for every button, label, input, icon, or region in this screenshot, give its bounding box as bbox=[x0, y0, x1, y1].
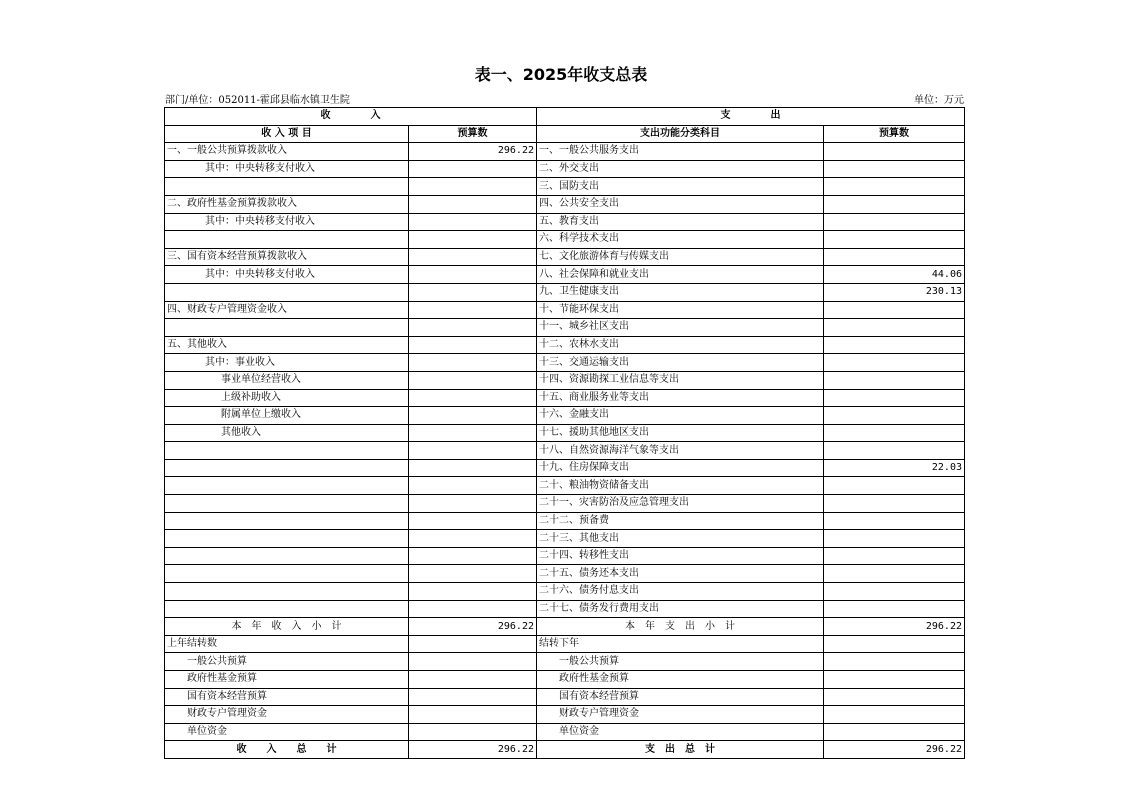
expense-item-cell: 二十七、债务发行费用支出 bbox=[537, 600, 824, 618]
expense-item-cell: 三、国防支出 bbox=[537, 178, 824, 196]
table-row bbox=[165, 424, 965, 442]
table-row bbox=[165, 283, 965, 301]
expense-item-cell: 十三、交通运输支出 bbox=[537, 354, 824, 372]
income-value-cell bbox=[409, 495, 537, 513]
table-row bbox=[165, 671, 965, 689]
table-row bbox=[165, 741, 965, 759]
expense-item-cell: 九、卫生健康支出 bbox=[537, 283, 824, 301]
expense-item-cell: 十八、自然资源海洋气象等支出 bbox=[537, 442, 824, 460]
expense-value-cell bbox=[824, 671, 965, 689]
expense-value-cell: 44.06 bbox=[824, 266, 965, 284]
table-row bbox=[165, 706, 965, 724]
table-header-row bbox=[165, 108, 965, 126]
income-value-cell bbox=[409, 319, 537, 337]
income-item-cell bbox=[165, 459, 409, 477]
income-value-cell bbox=[409, 653, 537, 671]
table-row bbox=[165, 477, 965, 495]
budget-table-body bbox=[165, 108, 965, 759]
income-value-cell bbox=[409, 583, 537, 601]
income-item-cell: 一、一般公共预算拨款收入 bbox=[165, 143, 409, 161]
income-item-cell bbox=[165, 442, 409, 460]
expense-item-cell: 本 年 支 出 小 计 bbox=[537, 618, 824, 636]
income-value-cell: 296.22 bbox=[409, 741, 537, 759]
table-row bbox=[165, 231, 965, 249]
expense-item-cell: 财政专户管理资金 bbox=[537, 706, 824, 724]
expense-budget-header: 预算数 bbox=[824, 125, 965, 143]
expense-value-cell bbox=[824, 530, 965, 548]
table-row bbox=[165, 213, 965, 231]
income-value-cell bbox=[409, 442, 537, 460]
income-item-cell: 收 入 总 计 bbox=[165, 741, 409, 759]
income-value-cell bbox=[409, 688, 537, 706]
income-item-header: 收 入 项 目 bbox=[165, 125, 409, 143]
income-budget-header: 预算数 bbox=[409, 125, 537, 143]
expense-value-cell bbox=[824, 407, 965, 425]
table-row bbox=[165, 495, 965, 513]
expense-value-cell bbox=[824, 583, 965, 601]
income-item-cell: 本 年 收 入 小 计 bbox=[165, 618, 409, 636]
income-item-cell bbox=[165, 283, 409, 301]
income-value-cell bbox=[409, 283, 537, 301]
expense-value-cell bbox=[824, 319, 965, 337]
income-item-cell bbox=[165, 495, 409, 513]
table-row bbox=[165, 389, 965, 407]
income-item-cell bbox=[165, 512, 409, 530]
expense-value-cell bbox=[824, 389, 965, 407]
expense-value-cell bbox=[824, 336, 965, 354]
expense-item-cell: 二十、粮油物资储备支出 bbox=[537, 477, 824, 495]
expense-value-cell bbox=[824, 354, 965, 372]
table-row bbox=[165, 442, 965, 460]
expense-value-cell bbox=[824, 213, 965, 231]
expense-item-cell: 十五、商业服务业等支出 bbox=[537, 389, 824, 407]
table-row bbox=[165, 723, 965, 741]
expense-item-cell: 结转下年 bbox=[537, 635, 824, 653]
expense-item-cell: 十、节能环保支出 bbox=[537, 301, 824, 319]
income-header: 收 入 bbox=[165, 108, 537, 126]
expense-item-cell: 五、教育支出 bbox=[537, 213, 824, 231]
income-value-cell bbox=[409, 354, 537, 372]
expense-item-cell: 二十二、预备费 bbox=[537, 512, 824, 530]
expense-value-cell bbox=[824, 231, 965, 249]
expense-item-cell: 二十四、转移性支出 bbox=[537, 547, 824, 565]
expense-value-cell bbox=[824, 477, 965, 495]
income-item-cell bbox=[165, 530, 409, 548]
income-value-cell bbox=[409, 530, 537, 548]
income-value-cell bbox=[409, 266, 537, 284]
table-subheader-row bbox=[165, 125, 965, 143]
expense-item-cell: 十二、农林水支出 bbox=[537, 336, 824, 354]
table-row bbox=[165, 195, 965, 213]
table-row bbox=[165, 688, 965, 706]
expense-value-cell bbox=[824, 160, 965, 178]
income-item-cell: 国有资本经营预算 bbox=[165, 688, 409, 706]
expense-item-cell: 十四、资源勘探工业信息等支出 bbox=[537, 371, 824, 389]
table-row bbox=[165, 618, 965, 636]
income-value-cell bbox=[409, 723, 537, 741]
department-label: 部门/单位：052011-霍邱县临水镇卫生院 bbox=[165, 95, 350, 106]
expense-value-cell: 296.22 bbox=[824, 618, 965, 636]
expense-header: 支 出 bbox=[537, 108, 965, 126]
expense-item-cell: 支 出 总 计 bbox=[537, 741, 824, 759]
expense-item-cell: 八、社会保障和就业支出 bbox=[537, 266, 824, 284]
income-item-cell bbox=[165, 600, 409, 618]
income-item-cell: 其中：事业收入 bbox=[165, 354, 409, 372]
expense-item-cell: 政府性基金预算 bbox=[537, 671, 824, 689]
income-item-cell: 其中：中央转移支付收入 bbox=[165, 160, 409, 178]
expense-value-cell bbox=[824, 143, 965, 161]
expense-item-cell: 二十五、债务还本支出 bbox=[537, 565, 824, 583]
table-row bbox=[165, 248, 965, 266]
expense-item-cell: 国有资本经营预算 bbox=[537, 688, 824, 706]
expense-value-cell bbox=[824, 600, 965, 618]
income-value-cell bbox=[409, 600, 537, 618]
expense-value-cell bbox=[824, 495, 965, 513]
expense-item-cell: 六、科学技术支出 bbox=[537, 231, 824, 249]
table-row bbox=[165, 600, 965, 618]
unit-label: 单位：万元 bbox=[914, 95, 964, 106]
income-item-cell bbox=[165, 231, 409, 249]
income-value-cell bbox=[409, 477, 537, 495]
table-row bbox=[165, 301, 965, 319]
expense-value-cell bbox=[824, 371, 965, 389]
expense-item-cell: 十七、援助其他地区支出 bbox=[537, 424, 824, 442]
income-item-cell: 单位资金 bbox=[165, 723, 409, 741]
table-row bbox=[165, 266, 965, 284]
income-value-cell bbox=[409, 671, 537, 689]
expense-value-cell bbox=[824, 195, 965, 213]
income-value-cell bbox=[409, 547, 537, 565]
expense-item-cell: 二十三、其他支出 bbox=[537, 530, 824, 548]
page-title: 表一、2025年收支总表 bbox=[474, 65, 648, 84]
table-row bbox=[165, 143, 965, 161]
income-value-cell bbox=[409, 248, 537, 266]
expense-item-cell: 十六、金融支出 bbox=[537, 407, 824, 425]
income-value-cell bbox=[409, 706, 537, 724]
income-item-cell bbox=[165, 547, 409, 565]
income-item-cell: 其中：中央转移支付收入 bbox=[165, 213, 409, 231]
expense-item-cell: 一般公共预算 bbox=[537, 653, 824, 671]
expense-item-header: 支出功能分类科目 bbox=[537, 125, 824, 143]
income-value-cell bbox=[409, 424, 537, 442]
income-value-cell bbox=[409, 213, 537, 231]
income-value-cell bbox=[409, 459, 537, 477]
expense-value-cell: 230.13 bbox=[824, 283, 965, 301]
income-value-cell bbox=[409, 565, 537, 583]
expense-value-cell: 296.22 bbox=[824, 741, 965, 759]
income-item-cell: 上级补助收入 bbox=[165, 389, 409, 407]
table-row bbox=[165, 319, 965, 337]
income-value-cell bbox=[409, 371, 537, 389]
expense-value-cell bbox=[824, 547, 965, 565]
income-item-cell bbox=[165, 565, 409, 583]
income-item-cell: 五、其他收入 bbox=[165, 336, 409, 354]
table-row bbox=[165, 459, 965, 477]
income-item-cell: 政府性基金预算 bbox=[165, 671, 409, 689]
expense-value-cell bbox=[824, 424, 965, 442]
expense-item-cell: 十一、城乡社区支出 bbox=[537, 319, 824, 337]
income-value-cell bbox=[409, 635, 537, 653]
expense-item-cell: 十九、住房保障支出 bbox=[537, 459, 824, 477]
expense-value-cell bbox=[824, 635, 965, 653]
income-value-cell bbox=[409, 160, 537, 178]
income-item-cell: 附属单位上缴收入 bbox=[165, 407, 409, 425]
budget-table bbox=[164, 107, 965, 759]
expense-item-cell: 四、公共安全支出 bbox=[537, 195, 824, 213]
income-item-cell bbox=[165, 319, 409, 337]
income-item-cell: 一般公共预算 bbox=[165, 653, 409, 671]
income-item-cell: 二、政府性基金预算拨款收入 bbox=[165, 195, 409, 213]
table-row bbox=[165, 512, 965, 530]
expense-value-cell bbox=[824, 688, 965, 706]
table-row bbox=[165, 565, 965, 583]
table-row bbox=[165, 530, 965, 548]
expense-value-cell: 22.03 bbox=[824, 459, 965, 477]
expense-item-cell: 二、外交支出 bbox=[537, 160, 824, 178]
expense-value-cell bbox=[824, 178, 965, 196]
expense-value-cell bbox=[824, 442, 965, 460]
income-item-cell: 其他收入 bbox=[165, 424, 409, 442]
income-item-cell bbox=[165, 583, 409, 601]
table-row bbox=[165, 583, 965, 601]
income-value-cell bbox=[409, 231, 537, 249]
income-item-cell bbox=[165, 178, 409, 196]
expense-value-cell bbox=[824, 653, 965, 671]
income-item-cell: 三、国有资本经营预算拨款收入 bbox=[165, 248, 409, 266]
table-row bbox=[165, 547, 965, 565]
income-item-cell: 财政专户管理资金 bbox=[165, 706, 409, 724]
table-row bbox=[165, 635, 965, 653]
table-row bbox=[165, 178, 965, 196]
expense-item-cell: 七、文化旅游体育与传媒支出 bbox=[537, 248, 824, 266]
income-value-cell: 296.22 bbox=[409, 143, 537, 161]
expense-item-cell: 二十一、灾害防治及应急管理支出 bbox=[537, 495, 824, 513]
income-item-cell bbox=[165, 477, 409, 495]
expense-item-cell: 一、一般公共服务支出 bbox=[537, 143, 824, 161]
income-value-cell: 296.22 bbox=[409, 618, 537, 636]
income-item-cell: 上年结转数 bbox=[165, 635, 409, 653]
table-row bbox=[165, 371, 965, 389]
income-value-cell bbox=[409, 336, 537, 354]
income-item-cell: 其中：中央转移支付收入 bbox=[165, 266, 409, 284]
table-row bbox=[165, 336, 965, 354]
expense-item-cell: 二十六、债务付息支出 bbox=[537, 583, 824, 601]
expense-value-cell bbox=[824, 706, 965, 724]
expense-value-cell bbox=[824, 723, 965, 741]
table-row bbox=[165, 160, 965, 178]
income-value-cell bbox=[409, 301, 537, 319]
income-value-cell bbox=[409, 407, 537, 425]
table-row bbox=[165, 653, 965, 671]
expense-value-cell bbox=[824, 248, 965, 266]
expense-value-cell bbox=[824, 301, 965, 319]
table-row bbox=[165, 407, 965, 425]
income-value-cell bbox=[409, 389, 537, 407]
expense-value-cell bbox=[824, 512, 965, 530]
income-value-cell bbox=[409, 195, 537, 213]
income-value-cell bbox=[409, 178, 537, 196]
expense-item-cell: 单位资金 bbox=[537, 723, 824, 741]
income-item-cell: 四、财政专户管理资金收入 bbox=[165, 301, 409, 319]
income-item-cell: 事业单位经营收入 bbox=[165, 371, 409, 389]
table-row bbox=[165, 354, 965, 372]
income-value-cell bbox=[409, 512, 537, 530]
expense-value-cell bbox=[824, 565, 965, 583]
